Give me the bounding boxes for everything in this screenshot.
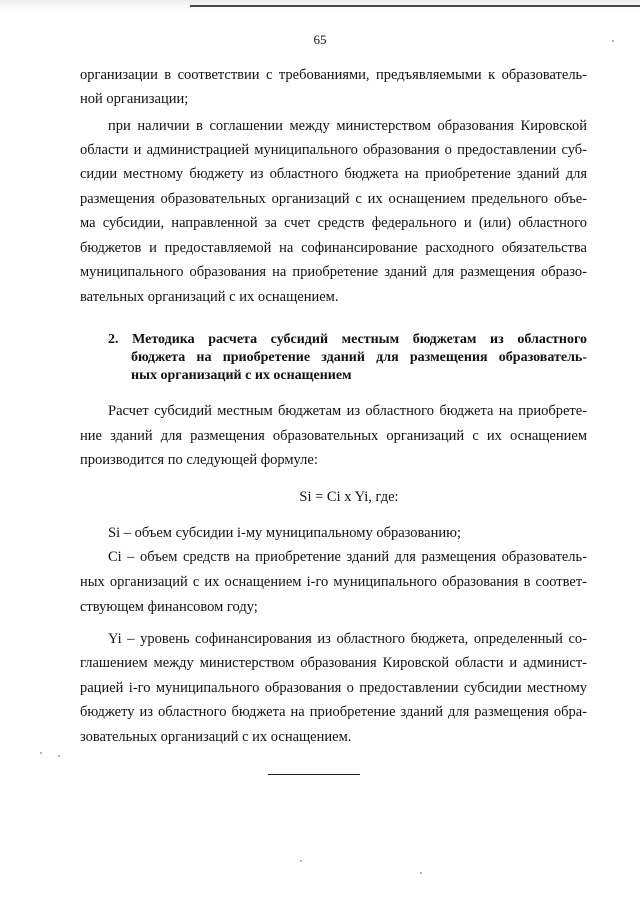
scan-speck: [40, 752, 42, 754]
definition-ci-line-2: ных организаций с их оснащением i-го муниципального образования в соответ-: [80, 574, 587, 590]
paragraph-2-line-4: размещения образовательных организаций с их оснащением предельного объе-: [80, 191, 587, 207]
paragraph-3-line-1: Расчет субсидий местным бюджетам из областного бюджета на приобрете-: [108, 403, 587, 419]
paragraph-3-line-3: производится по следующей формуле:: [80, 452, 318, 468]
scan-speck: [612, 40, 614, 42]
paragraph-2-line-5: ма субсидии, направленной за счет средств федерального и (или) областного: [80, 215, 587, 231]
paragraph-2-line-2: области и администрацией муниципального образования о предоставлении суб-: [80, 142, 587, 158]
scan-speck: [300, 860, 302, 862]
definition-yi-line-2: глашением между министерством образования Кировской области и админист-: [80, 655, 587, 671]
scan-speck: [420, 872, 422, 874]
section-heading-line-2: бюджета на приобретение зданий для размещения образователь-: [131, 350, 587, 365]
scan-speck: [58, 755, 60, 757]
formula: Si = Ci x Yi, где:: [299, 489, 399, 505]
paragraph-2-line-7: муниципального образования на приобретение зданий для размещения образо-: [80, 264, 587, 280]
end-divider: [268, 774, 360, 775]
definition-yi-line-4: бюджету из областного бюджета на приобретение зданий для размещения обра-: [80, 704, 587, 720]
definition-ci-line-3: ствующем финансовом году;: [80, 599, 258, 615]
definition-yi-line-5: зовательных организаций с их оснащением.: [80, 729, 352, 745]
definition-si: Si – объем субсидии i-му муниципальному образованию;: [108, 525, 461, 541]
definition-yi-line-3: рацией i-го муниципального образования о предоставлении субсидии местному: [80, 680, 587, 696]
section-heading-line-3: ных организаций с их оснащением: [131, 368, 352, 383]
paragraph-2-line-6: бюджетов и предоставляемой на софинансирование расходного обязательства: [80, 240, 587, 256]
paragraph-2-line-1: при наличии в соглашении между министерством образования Кировской: [108, 118, 587, 134]
paragraph-1-line-2: ной организации;: [80, 91, 189, 107]
paragraph-2-line-8: вательных организаций с их оснащением.: [80, 289, 339, 305]
paragraph-3-line-2: ние зданий для размещения образовательных организаций с их оснащением: [80, 428, 587, 444]
paragraph-2-line-3: сидии местному бюджету из областного бюджета на приобретение зданий для: [80, 166, 587, 182]
definition-yi-line-1: Yi – уровень софинансирования из областного бюджета, определенный со-: [108, 631, 587, 647]
scan-artifact-line: [190, 5, 640, 7]
page-number: 65: [313, 32, 327, 47]
definition-ci-line-1: Ci – объем средств на приобретение зданий для размещения образователь-: [108, 549, 587, 565]
section-heading-line-1: 2. Методика расчета субсидий местным бюджетам из областного: [108, 332, 587, 347]
paragraph-1-line-1: организации в соответствии с требованиями, предъявляемыми к образователь-: [80, 67, 587, 83]
